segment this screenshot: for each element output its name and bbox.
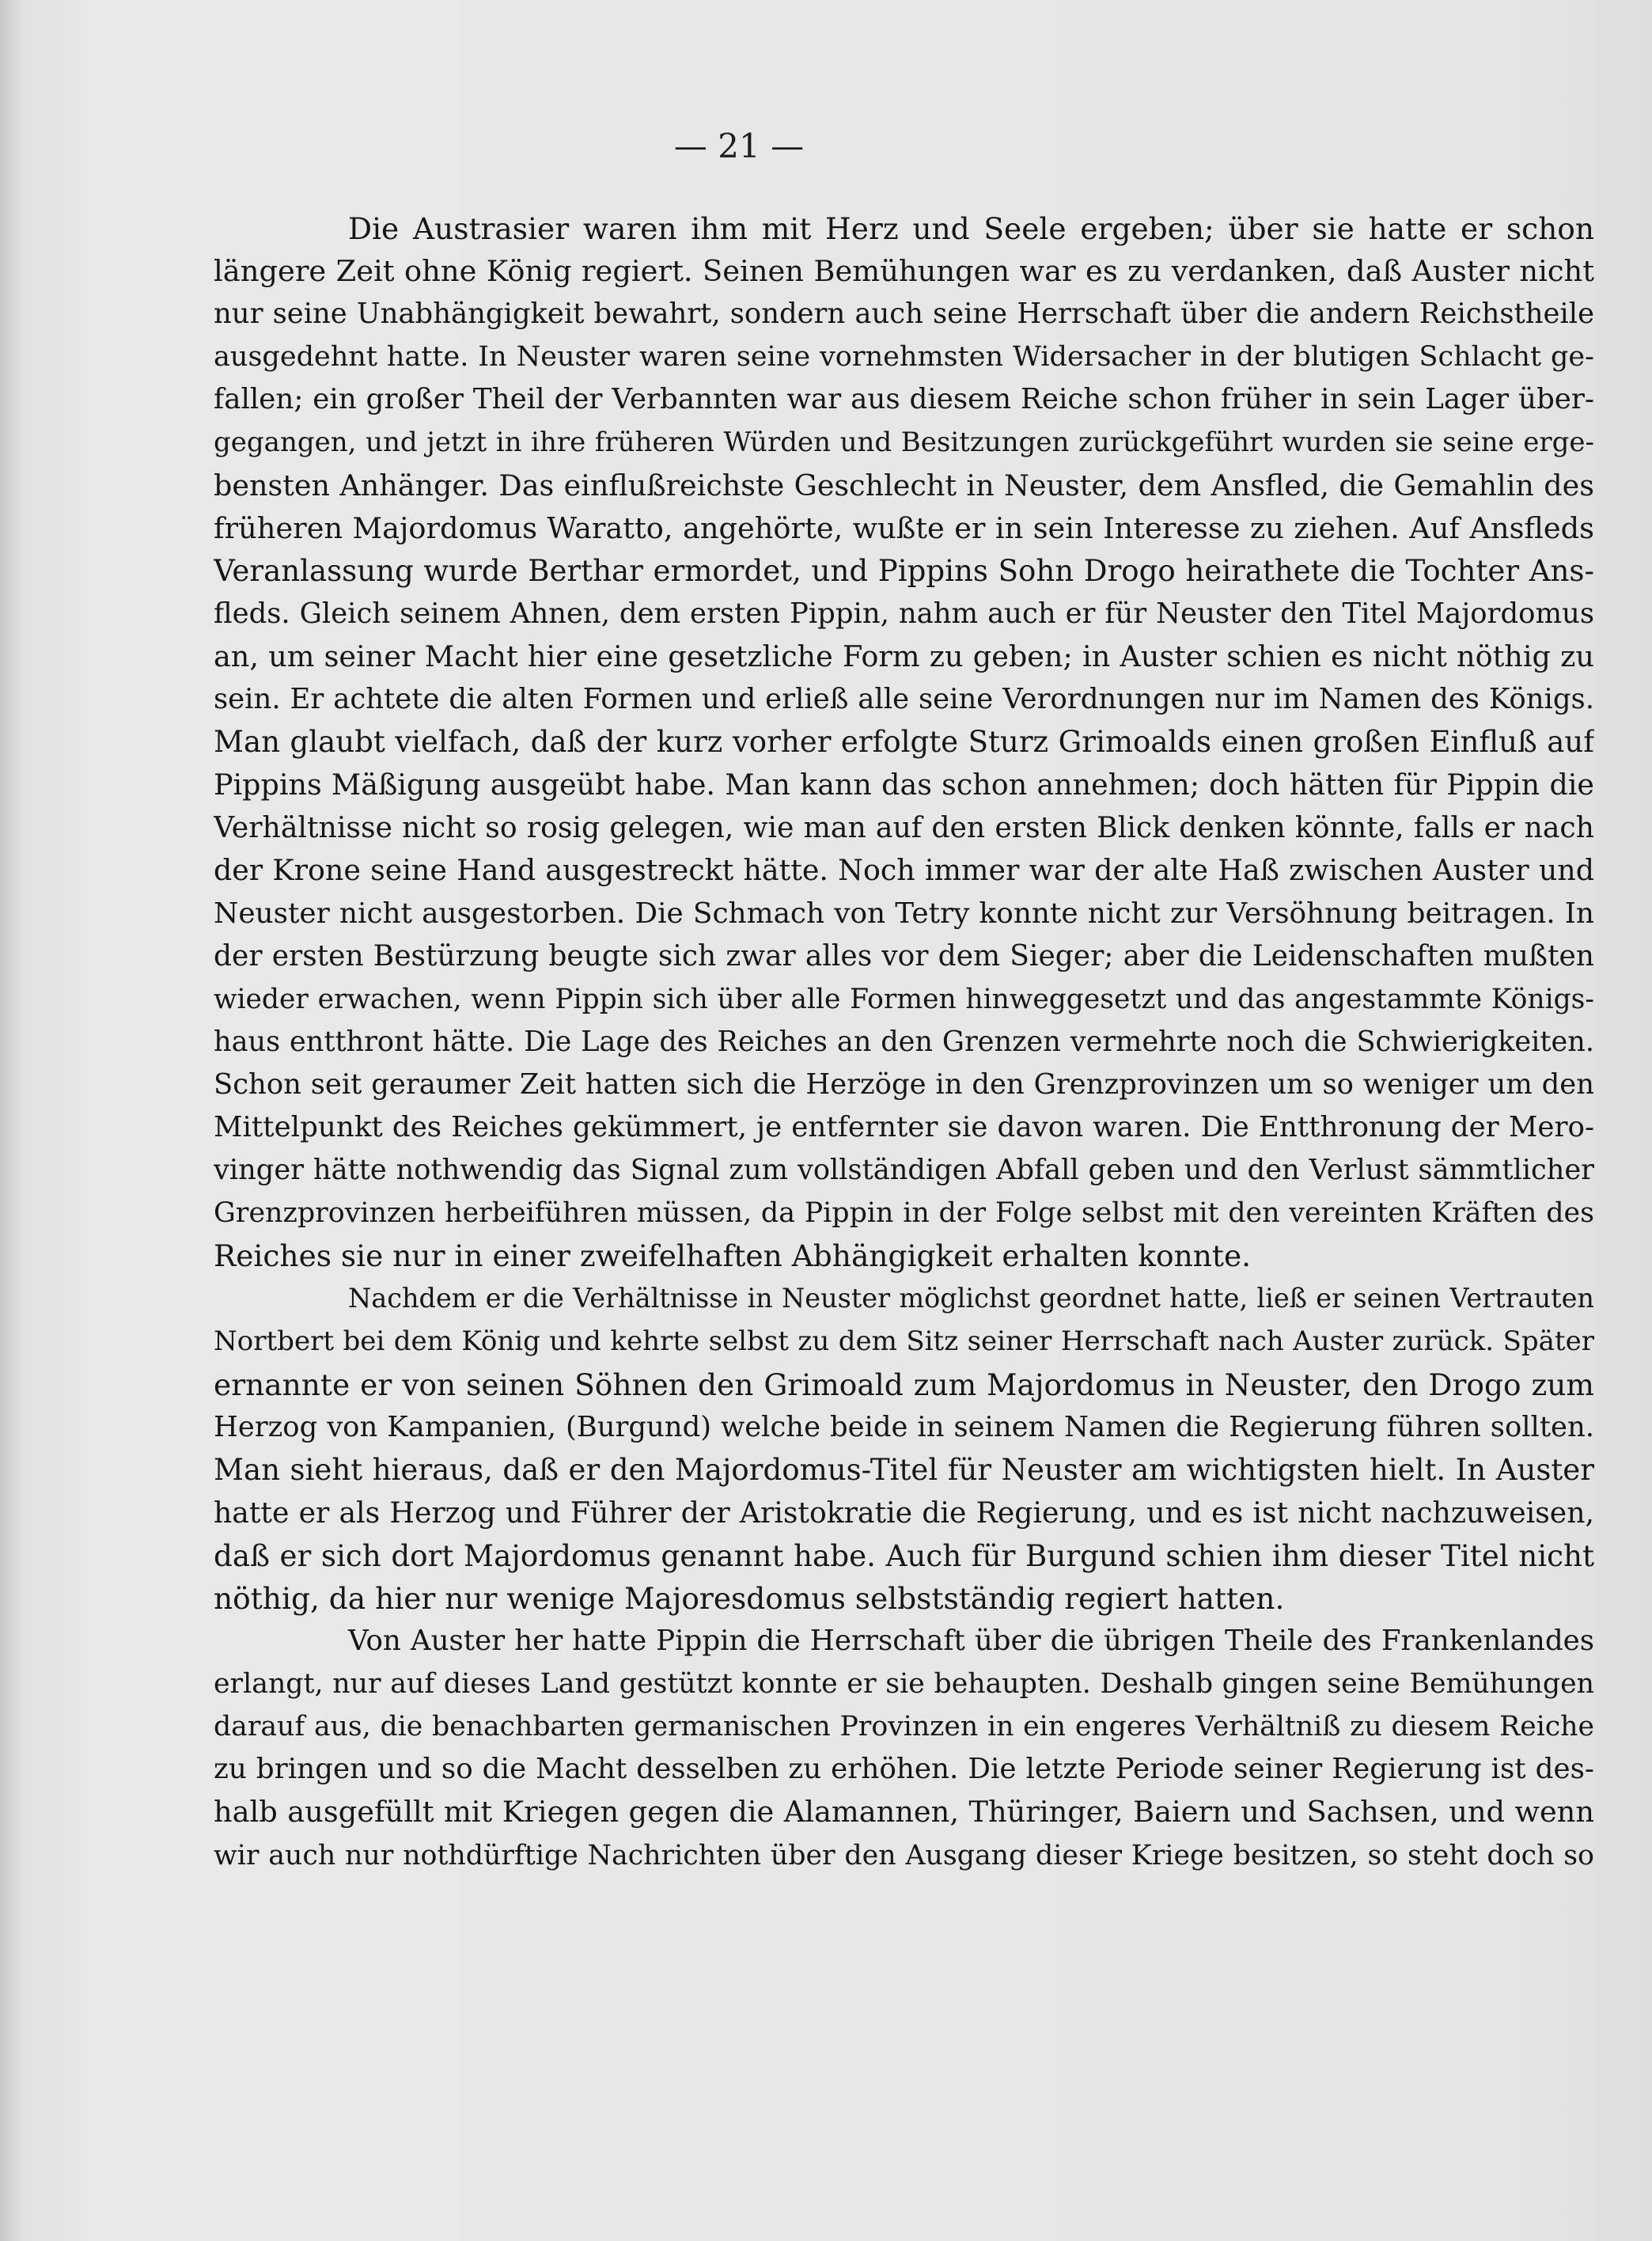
paragraph-2 [214,1277,1594,1620]
text-line: Man sieht hieraus, daß er den Majordomus-Titel für Neuster am wichtigsten hielt. In Auster [214,1452,1594,1487]
paragraph-3 [214,1620,1594,1877]
text-line: fallen; ein großer Theil der Verbannten war aus diesem Reiche schon früher in sein Lager über- [214,383,1594,416]
text-line: früheren Majordomus Waratto, angehörte, wußte er in sein Interesse zu ziehen. Auf Ansfleds [214,510,1594,545]
text-line: Veranlassung wurde Berthar ermordet, und Pippins Sohn Drogo heirathete die Tochter Ans- [214,553,1594,588]
text-line: ausgedehnt hatte. In Neuster waren seine vornehmsten Widersacher in der blutigen Schlacht ge- [214,340,1594,374]
text-line: hatte er als Herzog und Führer der Aristokratie die Regierung, und es ist nicht nachzuweisen, [214,1495,1594,1530]
text-line: bensten Anhänger. Das einflußreichste Geschlecht in Neuster, dem Ansfled, die Gemahlin des [214,468,1594,502]
text-line: längere Zeit ohne König regiert. Seinen Bemühungen war es zu verdanken, daß Auster nicht [214,254,1594,289]
text-line: halb ausgefüllt mit Kriegen gegen die Alamannen, Thüringer, Baiern und Sachsen, und wenn [214,1795,1594,1830]
text-line: daß er sich dort Majordomus genannt habe. Auch für Burgund schien ihm dieser Titel nicht [214,1538,1594,1573]
paragraph-1 [214,207,1594,1277]
text-line: Nortbert bei dem König und kehrte selbst zu dem Sitz seiner Herrschaft nach Auster zurück. Später [214,1325,1594,1358]
text-line: Von Auster her hatte Pippin die Herrschaft über die übrigen Theile des Frankenlandes [348,1625,1594,1658]
text-line: an, um seiner Macht hier eine gesetzliche Form zu geben; in Auster schien es nicht nöthig zu [214,639,1594,673]
text-line: Pippins Mäßigung ausgeübt habe. Man kann das schon annehmen; doch hätten für Pippin die [214,768,1594,802]
text-line: erlangt, nur auf dieses Land gestützt konnte er sie behaupten. Deshalb gingen seine Bemühungen [214,1668,1594,1701]
text-line: wir auch nur nothdürftige Nachrichten über den Ausgang dieser Kriege besitzen, so steht doch so [214,1839,1594,1871]
text-line: fleds. Gleich seinem Ahnen, dem ersten Pippin, nahm auch er für Neuster den Titel Majordomus [214,597,1594,630]
text-line: Neuster nicht ausgestorben. Die Schmach von Tetry konnte nicht zur Versöhnung beitragen. In [214,897,1594,930]
text-line: wieder erwachen, wenn Pippin sich über alle Formen hinweggesetzt und das angestammte Königs- [214,983,1594,1015]
text-line: nöthig, da hier nur wenige Majoresdomus selbstständig regiert hatten. [214,1581,1285,1616]
body-text [214,207,1594,1877]
page-number: — 21 — [673,127,805,165]
text-line: darauf aus, die benachbarten germanischen Provinzen in ein engeres Verhältniß zu diesem Reiche [214,1711,1594,1743]
text-line: Grenzprovinzen herbeiführen müssen, da Pippin in der Folge selbst mit den vereinten Kräften des [214,1197,1594,1230]
text-line: Reiches sie nur in einer zweifelhaften Abhängigkeit erhalten konnte. [214,1238,1252,1274]
text-line: ernannte er von seinen Söhnen den Grimoald zum Majordomus in Neuster, den Drogo zum [214,1367,1594,1402]
text-line: nur seine Unabhängigkeit bewahrt, sondern auch seine Herrschaft über die andern Reichstheile [214,298,1594,331]
text-line: Schon seit geraumer Zeit hatten sich die Herzöge in den Grenzprovinzen um so weniger um den [214,1067,1594,1101]
text-line: vinger hätte nothwendig das Signal zum vollständigen Abfall geben und den Verlust sämmtlicher [214,1154,1594,1187]
text-line: der Krone seine Hand ausgestreckt hätte. Noch immer war der alte Haß zwischen Auster und [214,853,1594,888]
text-line: sein. Er achtete die alten Formen und erließ alle seine Verordnungen nur im Namen des Königs. [214,683,1594,716]
text-line: haus entthront hätte. Die Lage des Reiches an den Grenzen vermehrte noch die Schwierigkeiten. [214,1025,1594,1058]
text-line: Herzog von Kampanien, (Burgund) welche beide in seinem Namen die Regierung führen sollten. [214,1410,1594,1443]
text-line: zu bringen und so die Macht desselben zu erhöhen. Die letzte Periode seiner Regierung ist des- [214,1753,1594,1786]
text-line: Die Austrasier waren ihm mit Herz und Seele ergeben; über sie hatte er schon [348,211,1594,246]
text-line: Nachdem er die Verhältnisse in Neuster möglichst geordnet hatte, ließ er seinen Vertrauten [348,1283,1594,1314]
text-line: Verhältnisse nicht so rosig gelegen, wie man auf den ersten Blick denken könnte, falls er nach [214,810,1594,845]
text-line: der ersten Bestürzung beugte sich zwar alles vor dem Sieger; aber die Leidenschaften mußten [214,939,1594,973]
text-line: gegangen, und jetzt in ihre früheren Würden und Besitzungen zurückgeführt wurden sie seine erge- [214,427,1594,459]
text-line: Mittelpunkt des Reiches gekümmert, je entfernter sie davon waren. Die Entthronung der Mero- [214,1110,1594,1143]
text-line: Man glaubt vielfach, daß der kurz vorher erfolgte Sturz Grimoalds einen großen Einfluß auf [214,725,1594,760]
